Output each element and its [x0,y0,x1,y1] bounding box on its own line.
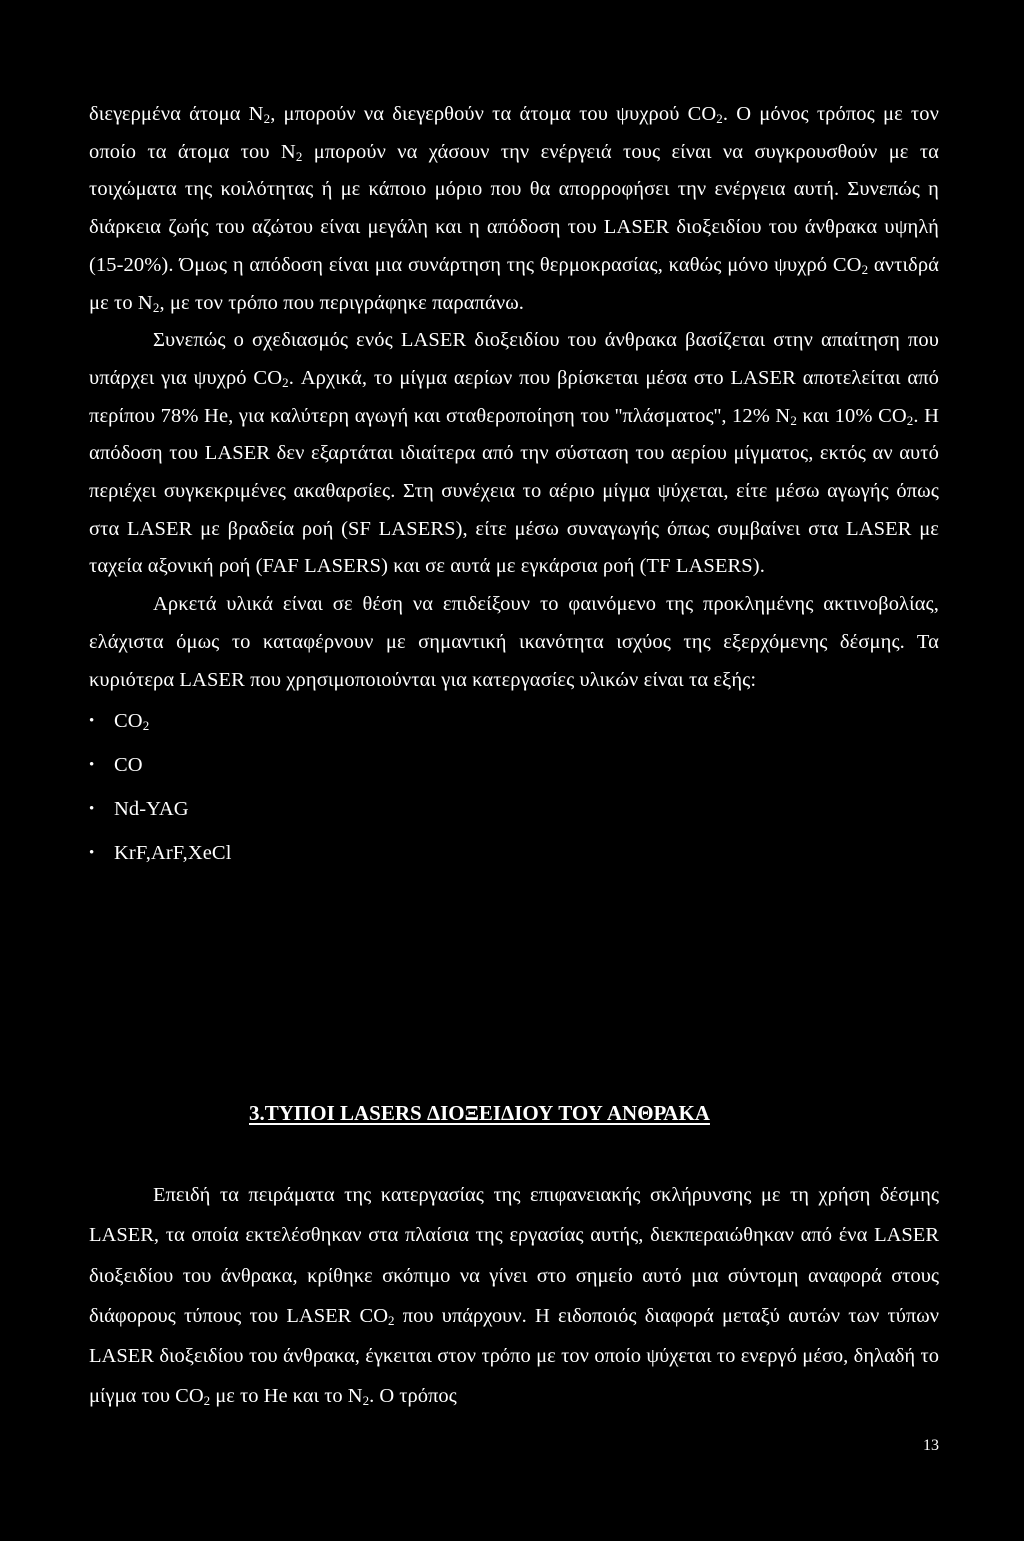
list-item [89,831,939,875]
text-run: . Αρχικά, το μίγμα αερίων που βρίσκεται μέσα στο LASER αποτελείται από περίπου 78% He, για καλύτερη αγωγή και σταθεροποίηση του ''πλάσματος'', 12% N [89,366,940,427]
laser-types-list [89,699,939,875]
section-heading: 3.ΤΥΠΟΙ LASERS ΔΙΟΞΕΙΔΙΟΥ ΤΟΥ ΑΝΘΡΑΚΑ [249,1101,710,1125]
bullet-icon: • [89,713,95,730]
subscript: 2 [263,111,271,126]
subscript: 2 [282,374,289,390]
list-item-text: KrF,ArF,XeCl [114,842,232,865]
list-item [89,699,939,743]
page-number: 13 [923,1437,939,1454]
text-run: Επειδή τα πειράματα της κατεργασίας της επιφανειακής σκλήρυνσης με τη χρήση δέσμης LASER, τα οποία εκτελέσθηκαν στα πλαίσια της εργασίας αυτής, διεκπεραιώθηκαν από ένα LASER διοξειδίου του άνθρακα, κρίθηκε σκόπιμο να γίνει στο σημείο αυτό μια σύντομη αναφορά στους διάφορους τύπους του LASER CO [89,1184,939,1327]
list-item-text: CO [114,754,143,777]
bullet-icon: • [89,757,95,774]
subscript: 2 [790,412,797,428]
text-run: με το He και το N [210,1385,363,1408]
document-body [89,96,939,875]
paragraph-4 [89,1175,939,1417]
list-item [89,743,939,787]
text-run: . Ο τρόπος [369,1385,457,1408]
text-run: μπορούν να χάσουν την ενέργειά τους είναι να συγκρουσθούν με τα τοιχώματα της κοιλότητας ή με κάποιο μόριο που θα απορροφήσει την ενέργεια αυτή. Συνεπώς η διάρκεια ζωής του αζώτου είναι μεγάλη και η απόδοση του LASER διοξειδίου του άνθρακα υψηλή (15-20%). Όμως η απόδοση είναι μια συνάρτηση της θερμοκρασίας, καθώς μόνο ψυχρό CO [89,140,939,276]
list-item [89,787,939,831]
list-item-text: CO [114,710,143,733]
text-run: διεγερμένα άτομα N [89,103,264,125]
subscript: 2 [203,1393,211,1409]
bullet-icon: • [89,801,95,818]
subscript: 2 [861,261,869,277]
subscript: 2 [142,718,150,734]
subscript: 2 [388,1312,395,1328]
text-run: , μπορούν να διεγερθούν τα άτομα του ψυχρού CO [270,103,717,125]
text-run: και 10% CO [796,404,907,427]
paragraph-3 [89,586,939,699]
paragraph-1 [89,96,939,322]
subscript: 2 [295,148,303,164]
paragraph-2 [89,322,939,586]
bullet-icon: • [89,845,95,862]
text-run: που υπάρχουν. Η ειδοποιός διαφορά μεταξύ αυτών των τύπων LASER διοξειδίου του άνθρακα, έγκειται στον τρόπο με τον οποίο ψύχεται το ενεργό μέσο, δηλαδή το μίγμα του CO [89,1304,939,1408]
subscript: 2 [362,1393,370,1409]
text-run: Αρκετά υλικά είναι σε θέση να επιδείξουν το φαινόμενο της προκλημένης ακτινοβολίας, ελάχιστα όμως το καταφέρνουν με σημαντική ικανότητα ισχύος της εξερχόμενης δέσμης. Τα κυριότερα LASER που χρησιμοποιούνται για κατεργασίες υλικών είναι τα εξής: [89,593,939,691]
text-run: . Ο μόνος τρόπος με τον οποίο τα άτομα του N [89,103,939,163]
list-item-text: Nd-YAG [114,798,189,821]
subscript: 2 [152,299,160,315]
text-run: , με τον τρόπο που περιγράφηκε παραπάνω. [159,291,525,314]
subscript: 2 [906,412,914,428]
text-run: αντιδρά με το N [89,253,939,314]
text-run: Συνεπώς ο σχεδιασμός ενός LASER διοξειδίου του άνθρακα βασίζεται στην απαίτηση που υπάρχει για ψυχρό CO [89,329,939,389]
text-run: . Η απόδοση του LASER δεν εξαρτάται ιδιαίτερα από την σύσταση του αερίου μίγματος, εκτός αν αυτό περιέχει συγκεκριμένες ακαθαρσίες. Στη συνέχεια το αέριο μίγμα ψύχεται, είτε μέσω αγωγής όπως στα LASER με βραδεία ροή (SF LASERS), είτε μέσω συναγωγής όπως συμβαίνει στα LASER με ταχεία αξονική ροή (FAF LASERS) και σε αυτά με εγκάρσια ροή (TF LASERS). [89,404,939,578]
subscript: 2 [716,111,723,126]
section-2-paragraph [89,1175,939,1417]
